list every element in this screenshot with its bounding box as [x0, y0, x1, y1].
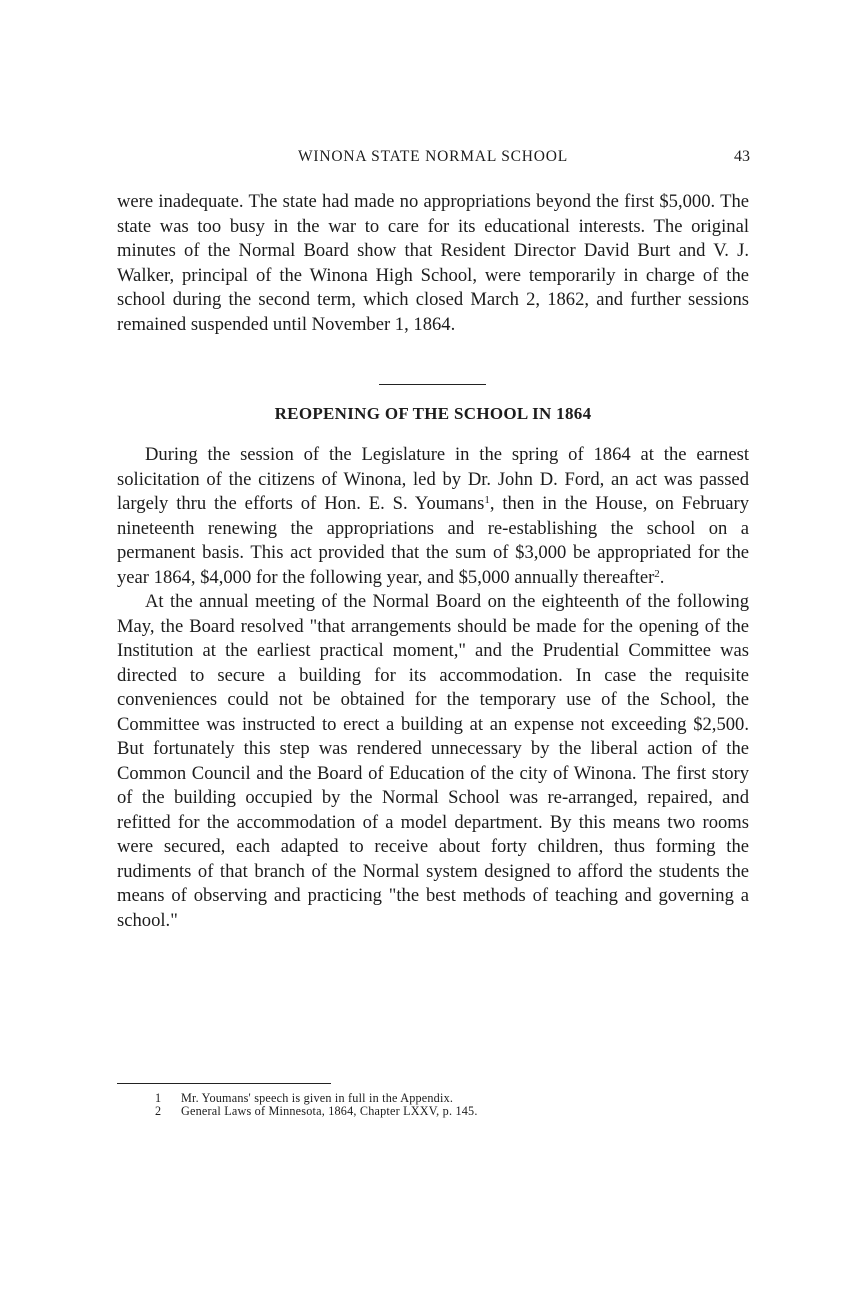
section-heading: REOPENING OF THE SCHOOL IN 1864 [274, 404, 592, 423]
running-title: WINONA STATE NORMAL SCHOOL [298, 148, 568, 165]
footnote-text: Mr. Youmans' speech is given in full in the Appendix. [181, 1091, 454, 1105]
paragraph-text: . [659, 566, 665, 588]
footnote-mark: 1 [155, 1091, 162, 1105]
running-header [116, 146, 750, 170]
section-divider [379, 384, 486, 385]
paragraph-text: , then in the House, on February nineteenth renewing the appropriations and re-establishing the school on a permanent basis. This act provided that the sum of $3,000 be appropriated for the year 1864, $4,000 for the following year, and $5,000 annually thereafter [117, 493, 749, 588]
intro-text-block [117, 190, 749, 337]
footnote-divider [117, 1083, 331, 1084]
footnote-text: General Laws of Minnesota, 1864, Chapter LXXV, p. 145. [181, 1104, 478, 1118]
section-paragraph-1 [117, 443, 749, 590]
footnote-reference-1: 1 [484, 493, 490, 506]
section-paragraph-2: At the annual meeting of the Normal Board on the eighteenth of the following May, the Board resolved "that arrangements should be made for the opening of the Institution at the earliest practical moment," and the Prudential Committee was directed to secure a building for its accommodation. In case the requisite conveniences could not be obtained for the temporary use of the School, the Committee was instructed to erect a building at an expense not exceeding $2,500. But fortunately this step was rendered unnecessary by the liberal action of the Common Council and the Board of Education of the city of Winona. The first story of the building occupied by the Normal School was re-arranged, repaired, and refitted for the accommodation of a model department. By this means two rooms were secured, each adapted to receive about forty children, thus forming the rudiments of that branch of the Normal system designed to afford the students the means of observing and practicing "the best methods of teaching and governing a school." [117, 591, 749, 931]
paragraph-text: During the session of the Legislature in the spring of 1864 at the earnest solicitation of the citizens of Winona, led by Dr. John D. Ford, an act was passed largely thru the efforts of Hon. E. S. Youmans [117, 444, 749, 514]
intro-paragraph: were inadequate. The state had made no appropriations beyond the first $5,000. The state was too busy in the war to care for its educational interests. The original minutes of the Normal Board show that Resident Director David Burt and V. J. Walker, principal of the Winona High School, were temporarily in charge of the school during the second term, which closed March 2, 1862, and further sessions remained suspended until November 1, 1864. [117, 191, 749, 335]
section-text-block [117, 443, 749, 933]
page-number: 43 [734, 148, 750, 165]
footnote-mark: 2 [155, 1104, 162, 1118]
footnote-reference-2: 2 [654, 567, 660, 580]
footnote [155, 1105, 715, 1118]
footnotes [155, 1092, 715, 1118]
